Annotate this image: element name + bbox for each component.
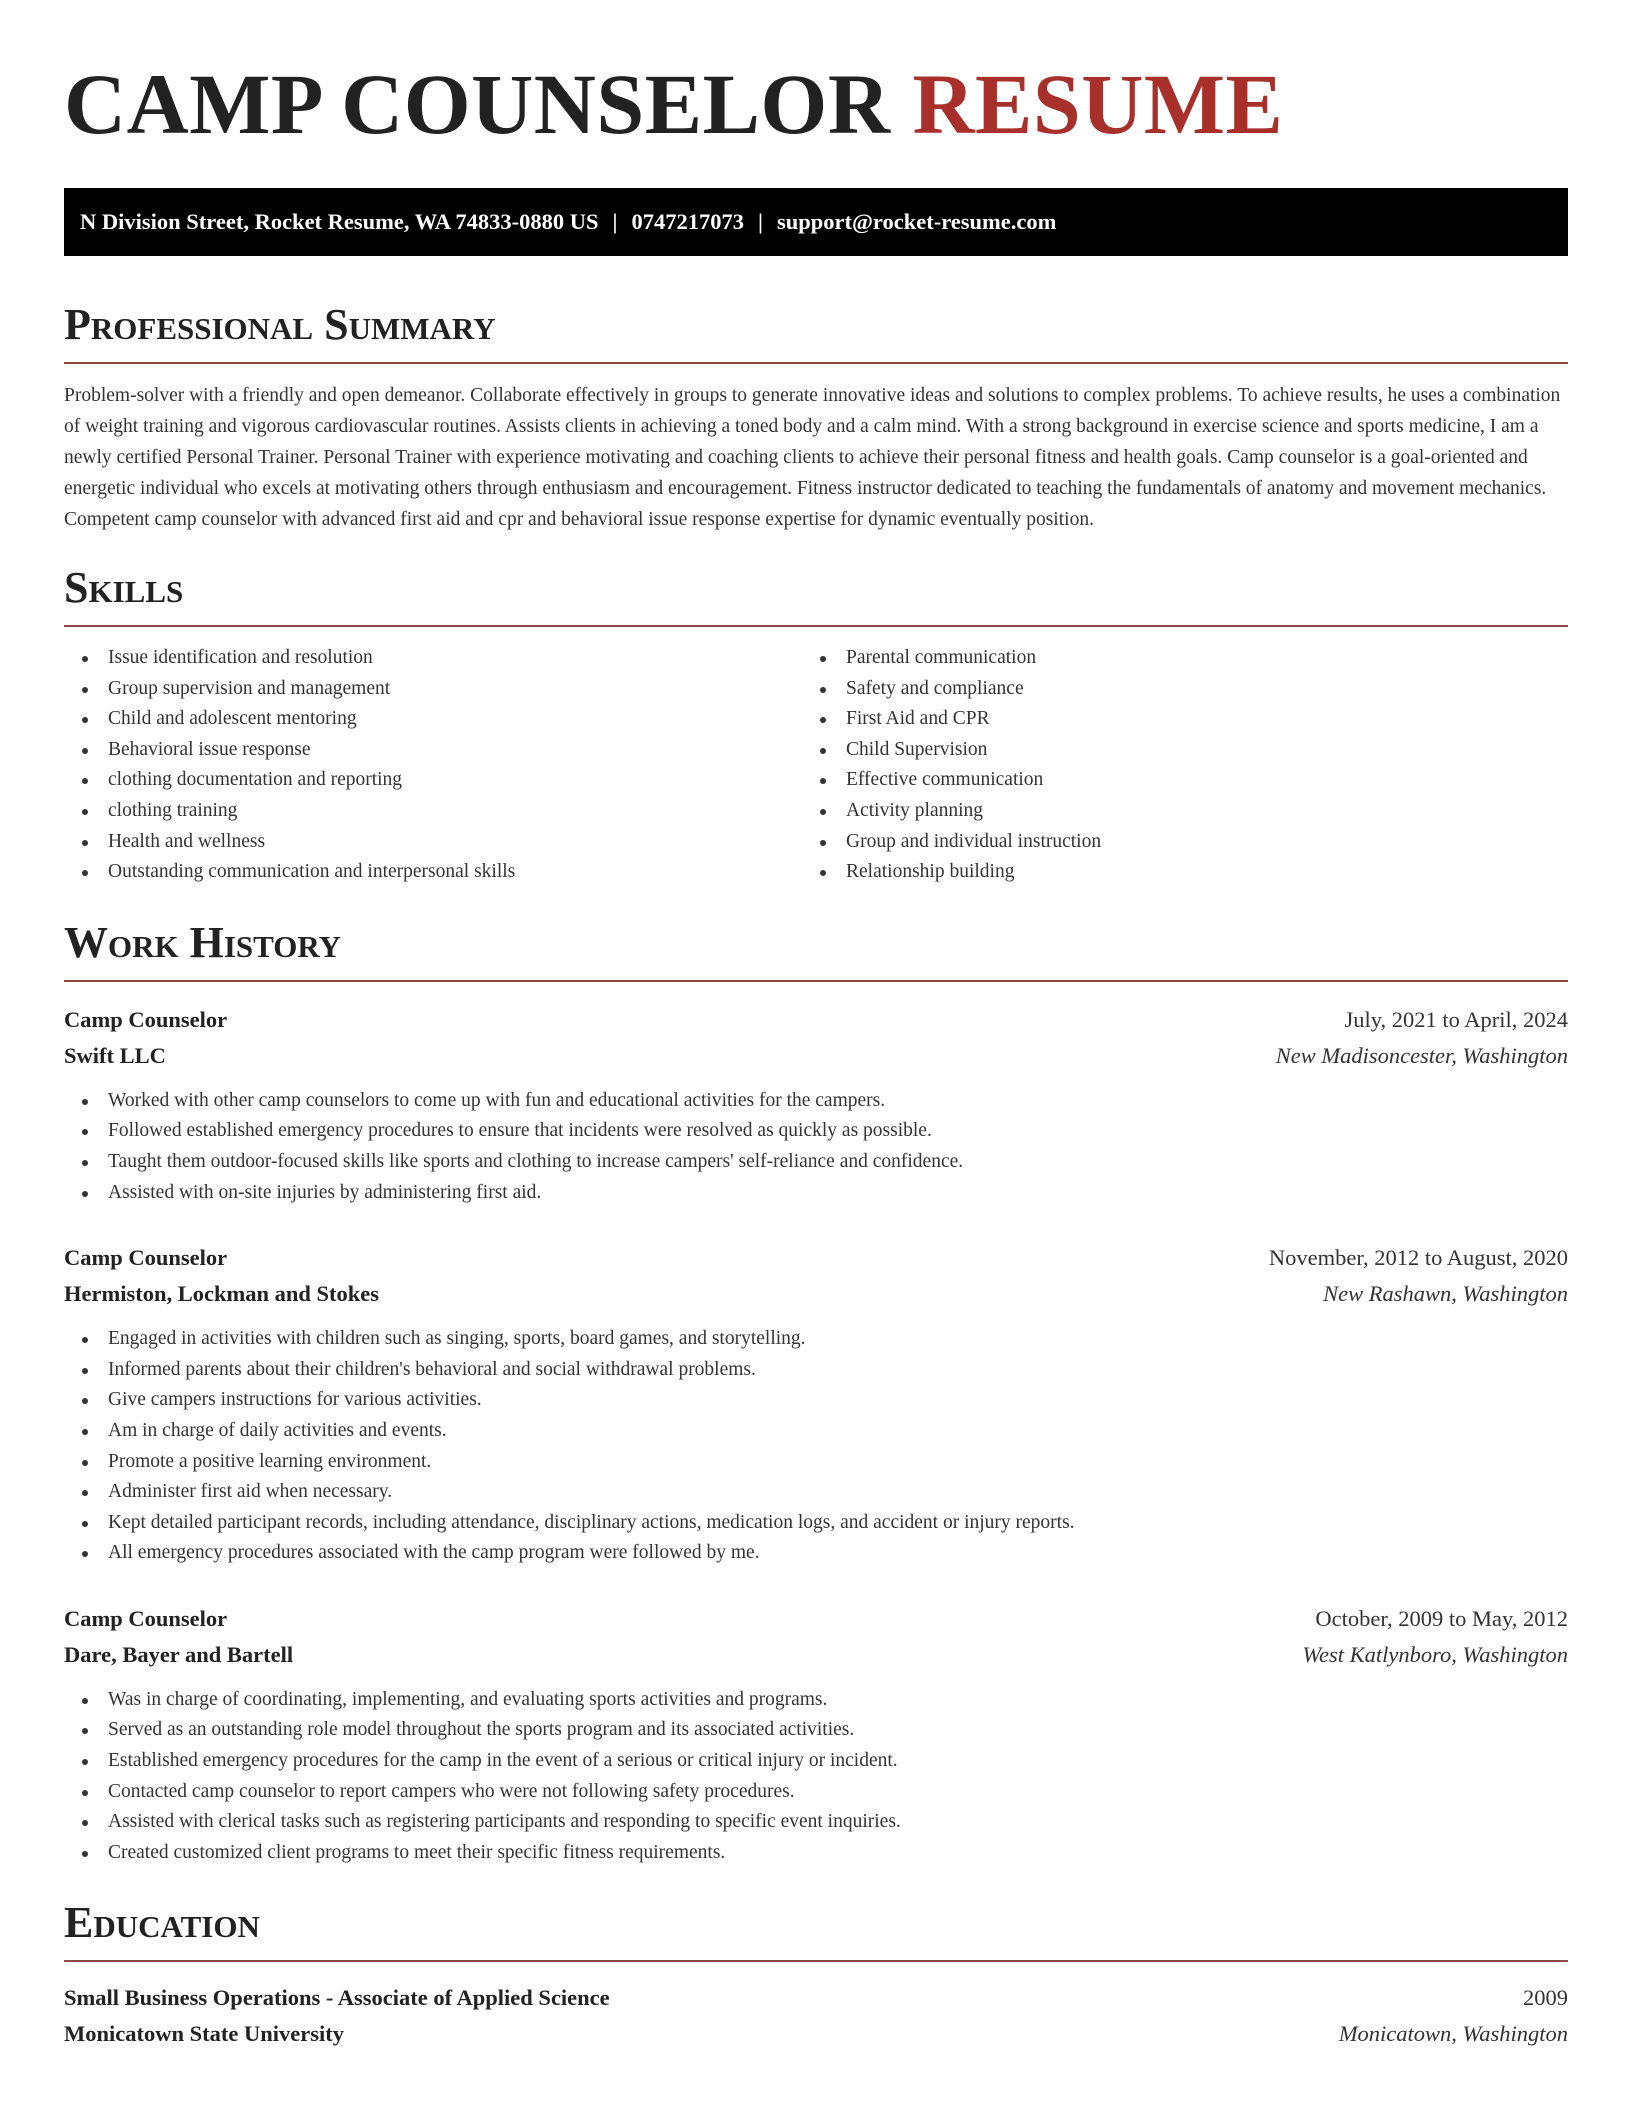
job-location: New Madisoncester, Washington (1275, 1042, 1568, 1068)
summary-heading: Professional Summary (64, 300, 496, 349)
job-duties (64, 1324, 1568, 1569)
job-location: New Rashawn, Washington (1323, 1281, 1568, 1307)
contact-bar (64, 188, 1568, 256)
work-history-heading: Work History (64, 917, 342, 967)
skill-item: Behavioral issue response (64, 735, 816, 766)
job-duty-item: Administer first aid when necessary. (64, 1477, 1568, 1508)
skill-item: Child and adolescent mentoring (64, 704, 816, 735)
job-title: Camp Counselor (64, 1605, 228, 1631)
skills-list-left (64, 643, 816, 888)
job-title: Camp Counselor (64, 1245, 228, 1271)
skill-item: Group supervision and management (64, 674, 816, 705)
title-main: CAMP COUNSELOR (64, 56, 891, 152)
job-dates: November, 2012 to August, 2020 (1268, 1245, 1568, 1271)
job-duty-item: Kept detailed participant records, including attendance, disciplinary actions, medication logs, and accident or injury reports. (64, 1508, 1568, 1539)
job-company-row (64, 1276, 1568, 1312)
job-company-row (64, 1038, 1568, 1074)
job-duty-item: Assisted with clerical tasks such as registering participants and responding to specific event inquiries. (64, 1807, 1568, 1838)
job-duty-item: Followed established emergency procedures to ensure that incidents were resolved as quickly as possible. (64, 1116, 1568, 1147)
contact-separator: | (612, 209, 618, 234)
job-duty-item: Contacted camp counselor to report campers who were not following safety procedures. (64, 1777, 1568, 1808)
job-duty-item: Taught them outdoor-focused skills like sports and clothing to increase campers' self-reliance and confidence. (64, 1147, 1568, 1178)
education-entry (64, 1980, 1568, 2052)
job-entry (64, 1002, 1568, 1208)
job-header-row (64, 1601, 1568, 1637)
job-duty-item: Promote a positive learning environment. (64, 1447, 1568, 1478)
summary-text: Problem-solver with a friendly and open demeanor. Collaborate effectively in groups to generate innovative ideas and solutions to complex problems. To achieve results, he uses a combination of weight training and vigorous cardiovascular routines. Assists clients in achieving a toned body and a calm mind. With a strong background in exercise science and sports medicine, I am a newly certified Personal Trainer. Personal Trainer with experience motivating and coaching clients to achieve their personal fitness and health goals. Camp counselor is a goal-oriented and energetic individual who excels at motivating others through enthusiasm and encouragement. Fitness instructor dedicated to teaching the fundamentals of anatomy and movement mechanics. Competent camp counselor with advanced first aid and cpr and behavioral issue response expertise for dynamic eventually position. (64, 385, 1561, 530)
section-divider (64, 625, 1568, 627)
job-duty-item: Was in charge of coordinating, implementing, and evaluating sports activities and programs. (64, 1685, 1568, 1716)
job-duty-item: Give campers instructions for various activities. (64, 1385, 1568, 1416)
job-duty-item: Am in charge of daily activities and events. (64, 1416, 1568, 1447)
skill-item: First Aid and CPR (816, 704, 1568, 735)
contact-address: N Division Street, Rocket Resume, WA 74833-0880 US (80, 209, 599, 234)
job-duty-item: Worked with other camp counselors to come up with fun and educational activities for the campers. (64, 1086, 1568, 1117)
skill-item: Parental communication (816, 643, 1568, 674)
job-title: Camp Counselor (64, 1006, 228, 1032)
education-location: Monicatown, Washington (1338, 2021, 1568, 2047)
job-duty-item: Established emergency procedures for the camp in the event of a serious or critical injury or incident. (64, 1746, 1568, 1777)
skills-grid (64, 643, 1568, 888)
skill-item: Child Supervision (816, 735, 1568, 766)
job-company: Dare, Bayer and Bartell (64, 1641, 294, 1667)
education-school: Monicatown State University (64, 2021, 344, 2047)
skills-heading: Skills (64, 563, 184, 612)
job-duty-item: Created customized client programs to meet their specific fitness requirements. (64, 1838, 1568, 1869)
job-duties (64, 1685, 1568, 1869)
job-duty-item: Informed parents about their children's behavioral and social withdrawal problems. (64, 1355, 1568, 1386)
job-duty-item: Engaged in activities with children such as singing, sports, board games, and storytelling. (64, 1324, 1568, 1355)
job-location: West Katlynboro, Washington (1302, 1641, 1568, 1667)
contact-email[interactable]: support@rocket-resume.com (776, 209, 1057, 234)
job-header-row (64, 1240, 1568, 1276)
skill-item: Safety and compliance (816, 674, 1568, 705)
job-duty-item: Assisted with on-site injuries by administering first aid. (64, 1178, 1568, 1209)
title-accent: RESUME (912, 56, 1284, 152)
education-school-row (64, 2016, 1568, 2052)
skill-item: clothing training (64, 796, 816, 827)
skill-item: Outstanding communication and interpersonal skills (64, 857, 816, 888)
skill-item: Issue identification and resolution (64, 643, 816, 674)
job-header-row (64, 1002, 1568, 1038)
skill-item: Health and wellness (64, 827, 816, 858)
contact-phone: 0747217073 (631, 209, 744, 234)
skill-item: clothing documentation and reporting (64, 765, 816, 796)
section-divider (64, 980, 1568, 982)
job-duty-item: Served as an outstanding role model throughout the sports program and its associated activities. (64, 1715, 1568, 1746)
job-dates: July, 2021 to April, 2024 (1344, 1006, 1568, 1032)
section-divider (64, 362, 1568, 364)
job-company: Hermiston, Lockman and Stokes (64, 1281, 380, 1307)
education-degree: Small Business Operations - Associate of Applied Science (64, 1985, 610, 2011)
skill-item: Relationship building (816, 857, 1568, 888)
job-dates: October, 2009 to May, 2012 (1315, 1605, 1568, 1631)
job-duties (64, 1086, 1568, 1208)
skill-item: Activity planning (816, 796, 1568, 827)
skills-column-right (816, 643, 1568, 888)
section-divider (64, 1960, 1568, 1962)
skills-list-right (816, 643, 1568, 888)
job-entry (64, 1601, 1568, 1869)
skills-column-left (64, 643, 816, 888)
job-company-row (64, 1637, 1568, 1673)
job-company: Swift LLC (64, 1042, 166, 1068)
contact-separator: | (758, 209, 763, 234)
skill-item: Group and individual instruction (816, 827, 1568, 858)
job-entry (64, 1240, 1568, 1569)
education-degree-row (64, 1980, 1568, 2016)
skill-item: Effective communication (816, 765, 1568, 796)
education-year: 2009 (1523, 1985, 1568, 2011)
job-duty-item: All emergency procedures associated with the camp program were followed by me. (64, 1538, 1568, 1569)
education-heading: Education (64, 1898, 260, 1948)
resume-title (64, 0, 1568, 152)
